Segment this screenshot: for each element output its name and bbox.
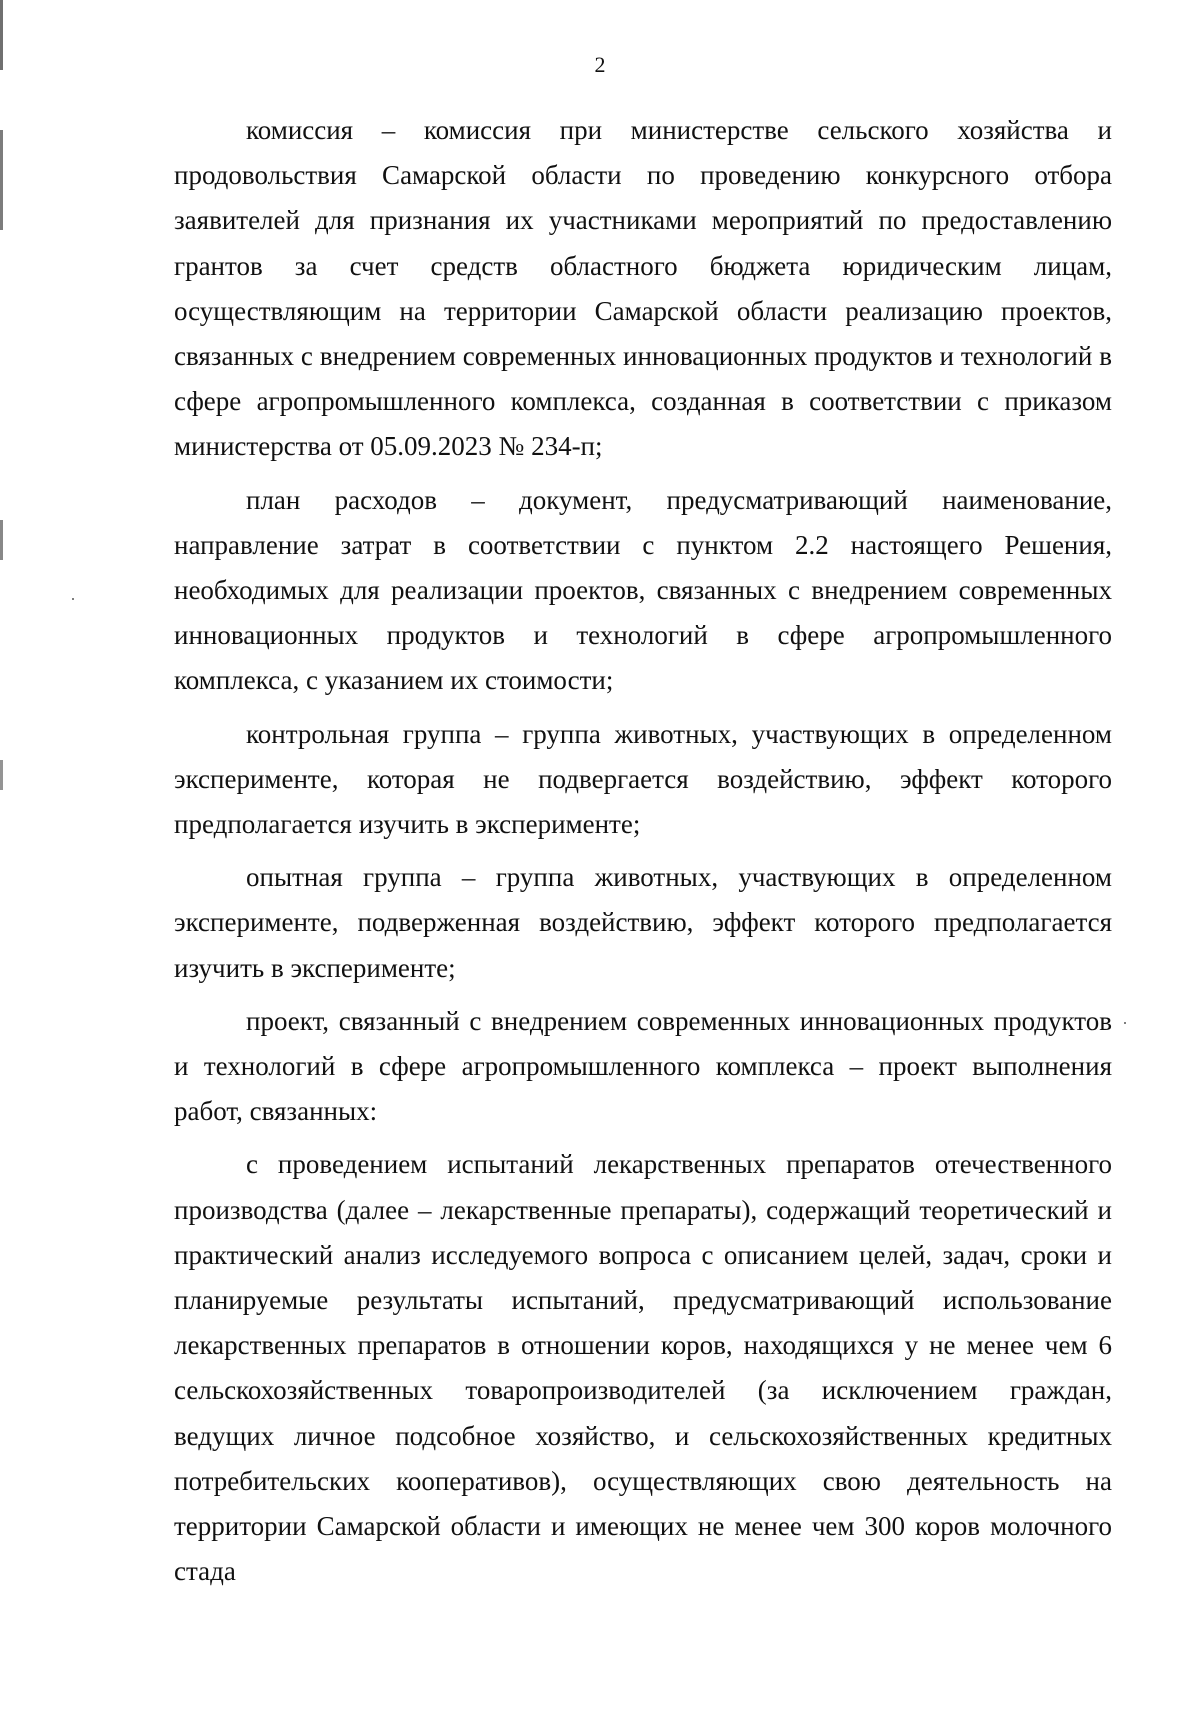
paragraph-project-definition: проект, связанный с внедрением современных инновационных продуктов и технологий в сфере агропромышленного комплекса – проект выполнения работ, связанных: bbox=[174, 1005, 1112, 1127]
paragraph-control-group-definition: контрольная группа – группа животных, участвующих в определенном эксперименте, которая не подвергается воздействию, эффект которого предполагается изучить в эксперименте; bbox=[174, 718, 1112, 840]
paragraph-expense-plan-definition: план расходов – документ, предусматривающий наименование, направление затрат в соответствии с пунктом 2.2 настоящего Решения, необходимых для реализации проектов, связанных с внедрением современных инновационных продуктов и технологий в сфере агропромышленного комплекса, с указанием их стоимости; bbox=[174, 484, 1112, 696]
paragraph-experimental-group-definition: опытная группа – группа животных, участвующих в определенном эксперименте, подверженная воздействию, эффект которого предполагается изучить в эксперименте; bbox=[174, 862, 1112, 983]
scan-edge bbox=[0, 0, 3, 1722]
scan-speck bbox=[1124, 1022, 1126, 1024]
paragraph-drug-trials: с проведением испытаний лекарственных препаратов отечественного производства (далее – лекарственные препараты), содержащий теоретический и практический анализ исследуемого вопроса с описанием целей, задач, сроки и планируемые результаты испытаний, предусматривающий использование лекарственных препаратов в отношении коров, находящихся у не менее чем 6 сельскохозяйственных товаропроизводителей (за исключением граждан, ведущих личное подсобное хозяйство, и сельскохозяйственных кредитных потребительских кооперативов), осуществляющих свою деятельность на территории Самарской области и имеющих не менее чем 300 коров молочного стада bbox=[174, 1149, 1112, 1587]
paragraph-commission-definition: комиссия – комиссия при министерстве сельского хозяйства и продовольствия Самарской области по проведению конкурсного отбора заявителей для признания их участниками мероприятий по предоставлению грантов за счет средств областного бюджета юридическим лицам, осуществляющим на территории Самарской области реализацию проектов, связанных с внедрением современных инновационных продуктов и технологий в сфере агропромышленного комплекса, созданная в соответствии с приказом министерства от 05.09.2023 № 234-п; bbox=[174, 115, 1112, 462]
page-number: 2 bbox=[594, 52, 606, 77]
scan-speck bbox=[72, 598, 74, 600]
document-body bbox=[174, 108, 1112, 1595]
